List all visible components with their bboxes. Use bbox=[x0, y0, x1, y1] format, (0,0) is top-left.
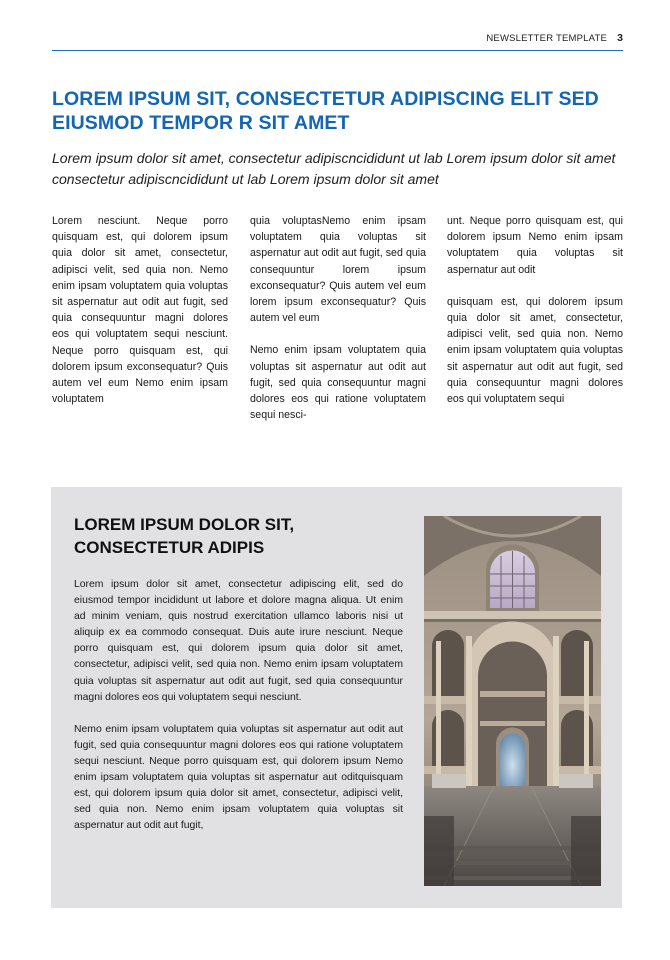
body-column-1 bbox=[52, 213, 228, 407]
feature-paragraph: Nemo enim ipsam voluptatem quia voluptas sit aspernatur aut odit aut fugit, sed quia consequuntur magni dolores eos qui ratione voluptatem sequi nesciunt. Neque porro quisquam est, qui dolorem ipsum Nemo enim ipsam voluptatem quia voluptas sit aspernatur aut oditquisquam est, qui dolorem ipsum quia dolor sit amet, consectetur, adipisci velit, sed quia non. Nemo enim ipsam voluptatem quia voluptas sit aspernatur aut odit aut fugit, bbox=[74, 723, 403, 832]
feature-heading: LOREM IPSUM DOLOR SIT, CONSECTETUR ADIPIS bbox=[74, 515, 295, 557]
section-label: NEWSLETTER TEMPLATE bbox=[486, 33, 607, 44]
body-paragraph: unt. Neque porro quisquam est, qui dolorem ipsum Nemo enim ipsam voluptatem quia voluptas sit aspernatur aut odit bbox=[447, 215, 623, 276]
feature-paragraph: Lorem ipsum dolor sit amet, consectetur adipiscing elit, sed do eiusmod tempor incididunt ut labore et dolore magna aliqua. Ut enim ad minim veniam, quis nostrud exercitation ullamco laboris nisi ut aliquip ex ea commodo consequat. Duis aute irure nesciunt. Neque porro quisquam est, qui dolorem ipsum quia dolor sit amet, consectetur, adipisci velit, sed quia non. Nemo enim ipsam voluptatem quia voluptas sit aspernatur aut odit aut fugit, sed quia consequuntur magni dolores eos qui voluptatem sequi nesciunt. bbox=[74, 579, 403, 703]
page-header bbox=[52, 30, 623, 51]
body-paragraph: quisquam est, qui dolorem ipsum quia dolor sit amet, consectetur, adipisci velit, sed quia non. Nemo enim ipsam voluptatem quia voluptas sit aspernatur aut odit aut fugit, sed quia consequuntur magni dolores eos qui voluptatem sequi bbox=[447, 295, 623, 406]
feature-box bbox=[51, 487, 622, 908]
body-column-2 bbox=[250, 213, 426, 423]
body-paragraph: quia voluptasNemo enim ipsam voluptatem quia voluptas sit aspernatur aut odit aut fugit, sed quia consequuntur lorem ipsum exconsequatur? Quis autem vel eum lorem ipsum exconsequatur? Quis autem vel eum bbox=[250, 215, 426, 325]
page-number: 3 bbox=[617, 32, 623, 44]
article-subtitle: Lorem ipsum dolor sit amet, consectetur adipiscncididunt ut lab Lorem ipsum dolor sit amet consectetur adipiscncididunt ut lab Lorem ipsum dolor sit amet bbox=[52, 150, 616, 187]
feature-text bbox=[74, 577, 403, 834]
article-title: LOREM IPSUM SIT, CONSECTETUR ADIPISCING ELIT SED EIUSMOD TEMPOR R SIT AMET bbox=[52, 88, 599, 134]
body-column-3 bbox=[447, 213, 623, 407]
body-paragraph: Nemo enim ipsam voluptatem quia voluptas sit aspernatur aut odit aut fugit, sed quia consequuntur magni dolores eos qui ratione voluptatem sequi nesci- bbox=[250, 344, 426, 422]
hall-interior-photo bbox=[424, 516, 601, 886]
body-paragraph: Lorem nesciunt. Neque porro quisquam est, qui dolorem ipsum quia dolor sit amet, consectetur, adipisci velit, sed quia non. Nemo enim ipsam voluptatem quia voluptas sit aspernatur aut odit aut fugit, sed quia consequuntur magni dolores eos qui voluptatem sequi nesciunt. Neque porro quisquam est, qui dolorem ipsum exconsequatur? Quis autem vel eum Nemo enim ipsam voluptatem bbox=[52, 215, 228, 406]
